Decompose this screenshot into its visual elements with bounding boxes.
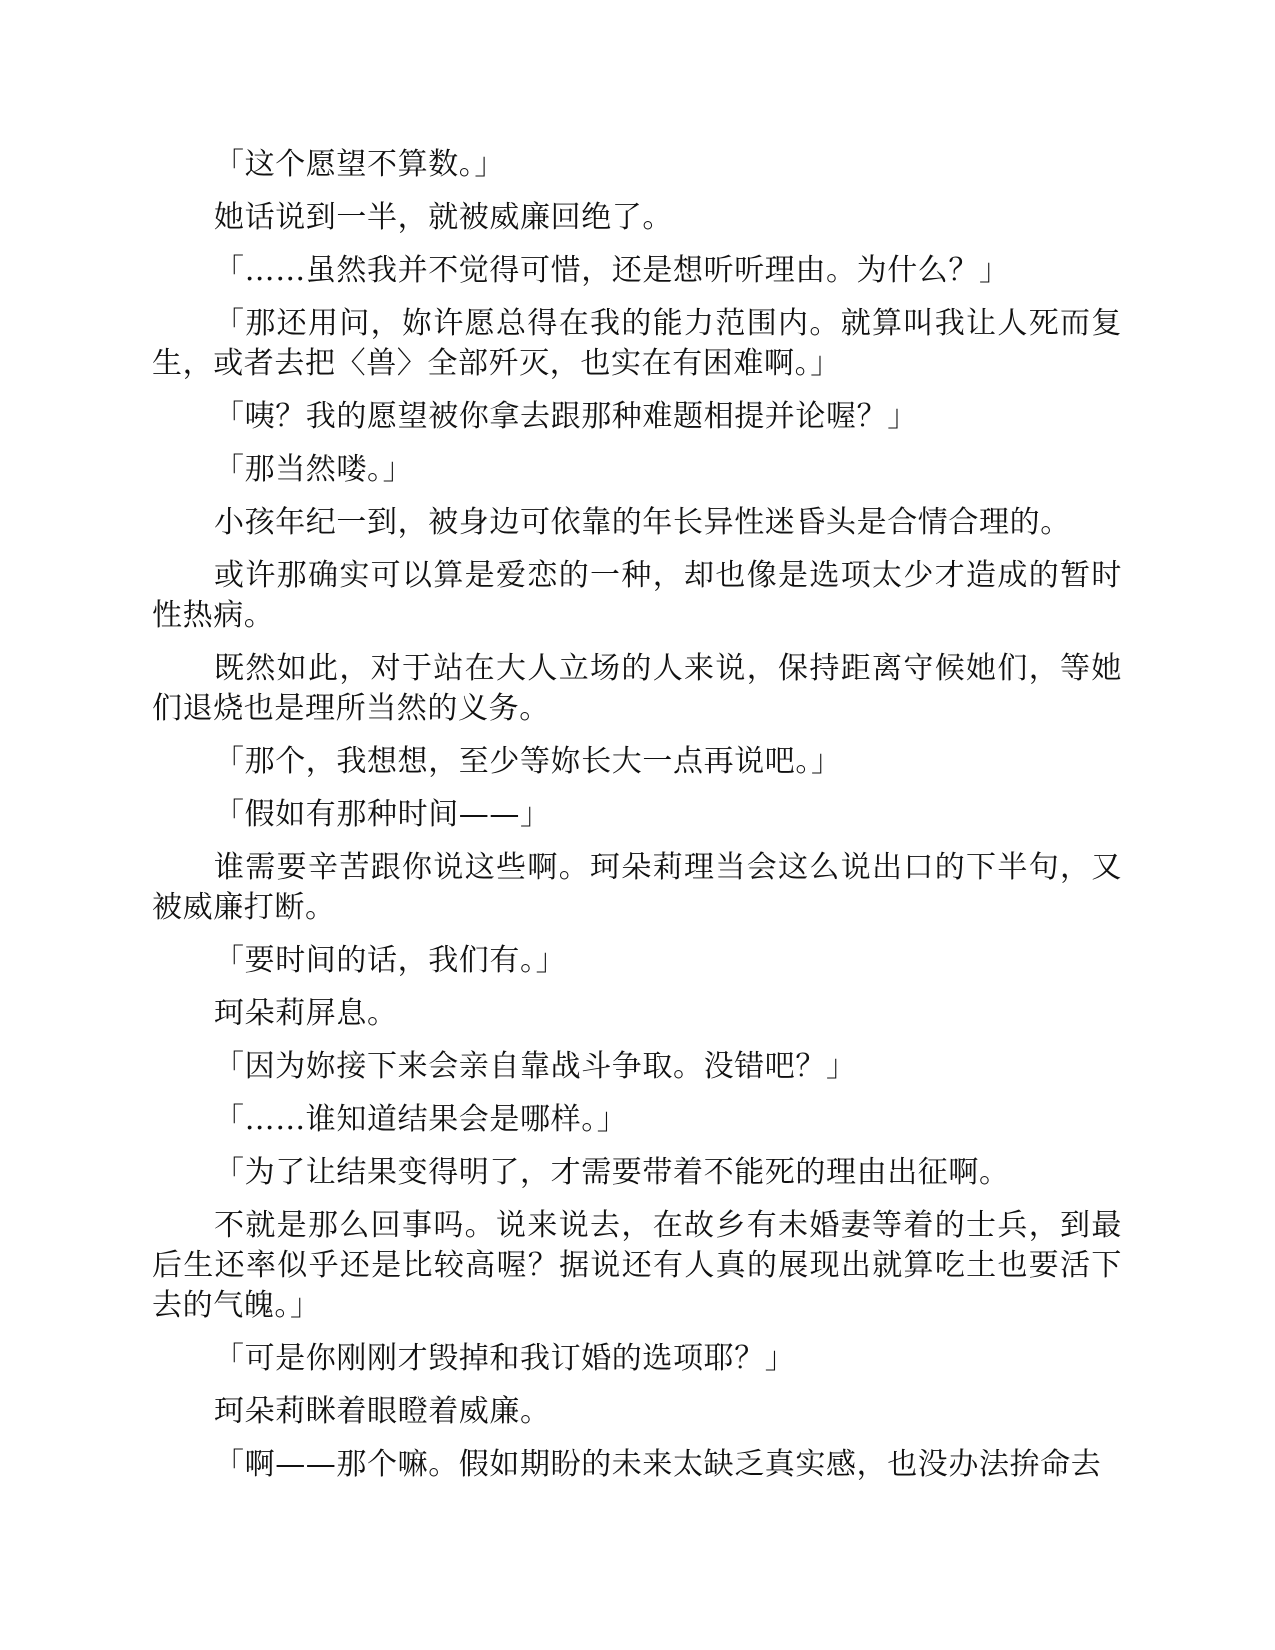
- paragraph: 「这个愿望不算数。」: [214, 147, 505, 182]
- paragraph: 「那当然喽。」: [214, 452, 414, 487]
- body-text: [152, 145, 1122, 1498]
- paragraph: 「要时间的话，我们有。」: [214, 943, 567, 978]
- paragraph: 既然如此，对于站在大人立场的人来说，保持距离守候她们，等她们退烧也是理所当然的义务。: [152, 651, 1122, 726]
- paragraph: 谁需要辛苦跟你说这些啊。珂朵莉理当会这么说出口的下半句，又被威廉打断。: [152, 850, 1122, 925]
- paragraph: 「咦？我的愿望被你拿去跟那种难题相提并论喔？」: [214, 399, 918, 434]
- paragraph: 「……谁知道结果会是哪样。」: [214, 1102, 628, 1137]
- paragraph: 「为了让结果变得明了，才需要带着不能死的理由出征啊。: [214, 1155, 1010, 1190]
- paragraph: 珂朵莉眯着眼瞪着威廉。: [214, 1394, 551, 1429]
- paragraph: 「啊——那个嘛。假如期盼的未来太缺乏真实感，也没办法拚命去: [214, 1447, 1102, 1482]
- paragraph: 不就是那么回事吗。说来说去，在故乡有未婚妻等着的士兵，到最后生还率似乎还是比较高喔？据说还有人真的展现出就算吃土也要活下去的气魄。」: [152, 1208, 1122, 1323]
- paragraph: 「那还用问，妳许愿总得在我的能力范围内。就算叫我让人死而复生，或者去把〈兽〉全部歼灭，也实在有困难啊。」: [152, 306, 1122, 381]
- paragraph: 她话说到一半，就被威廉回绝了。: [214, 200, 673, 235]
- paragraph: 或许那确实可以算是爱恋的一种，却也像是选项太少才造成的暂时性热病。: [152, 558, 1122, 633]
- paragraph: 「那个，我想想，至少等妳长大一点再说吧。」: [214, 744, 842, 779]
- paragraph: 「……虽然我并不觉得可惜，还是想听听理由。为什么？」: [214, 253, 1010, 288]
- paragraph: 「因为妳接下来会亲自靠战斗争取。没错吧？」: [214, 1049, 857, 1084]
- paragraph: 「可是你刚刚才毁掉和我订婚的选项耶？」: [214, 1341, 796, 1376]
- paragraph: 珂朵莉屏息。: [214, 996, 398, 1031]
- paragraph: 「假如有那种时间——」: [214, 797, 551, 832]
- paragraph: 小孩年纪一到，被身边可依靠的年长异性迷昏头是合情合理的。: [214, 505, 1071, 540]
